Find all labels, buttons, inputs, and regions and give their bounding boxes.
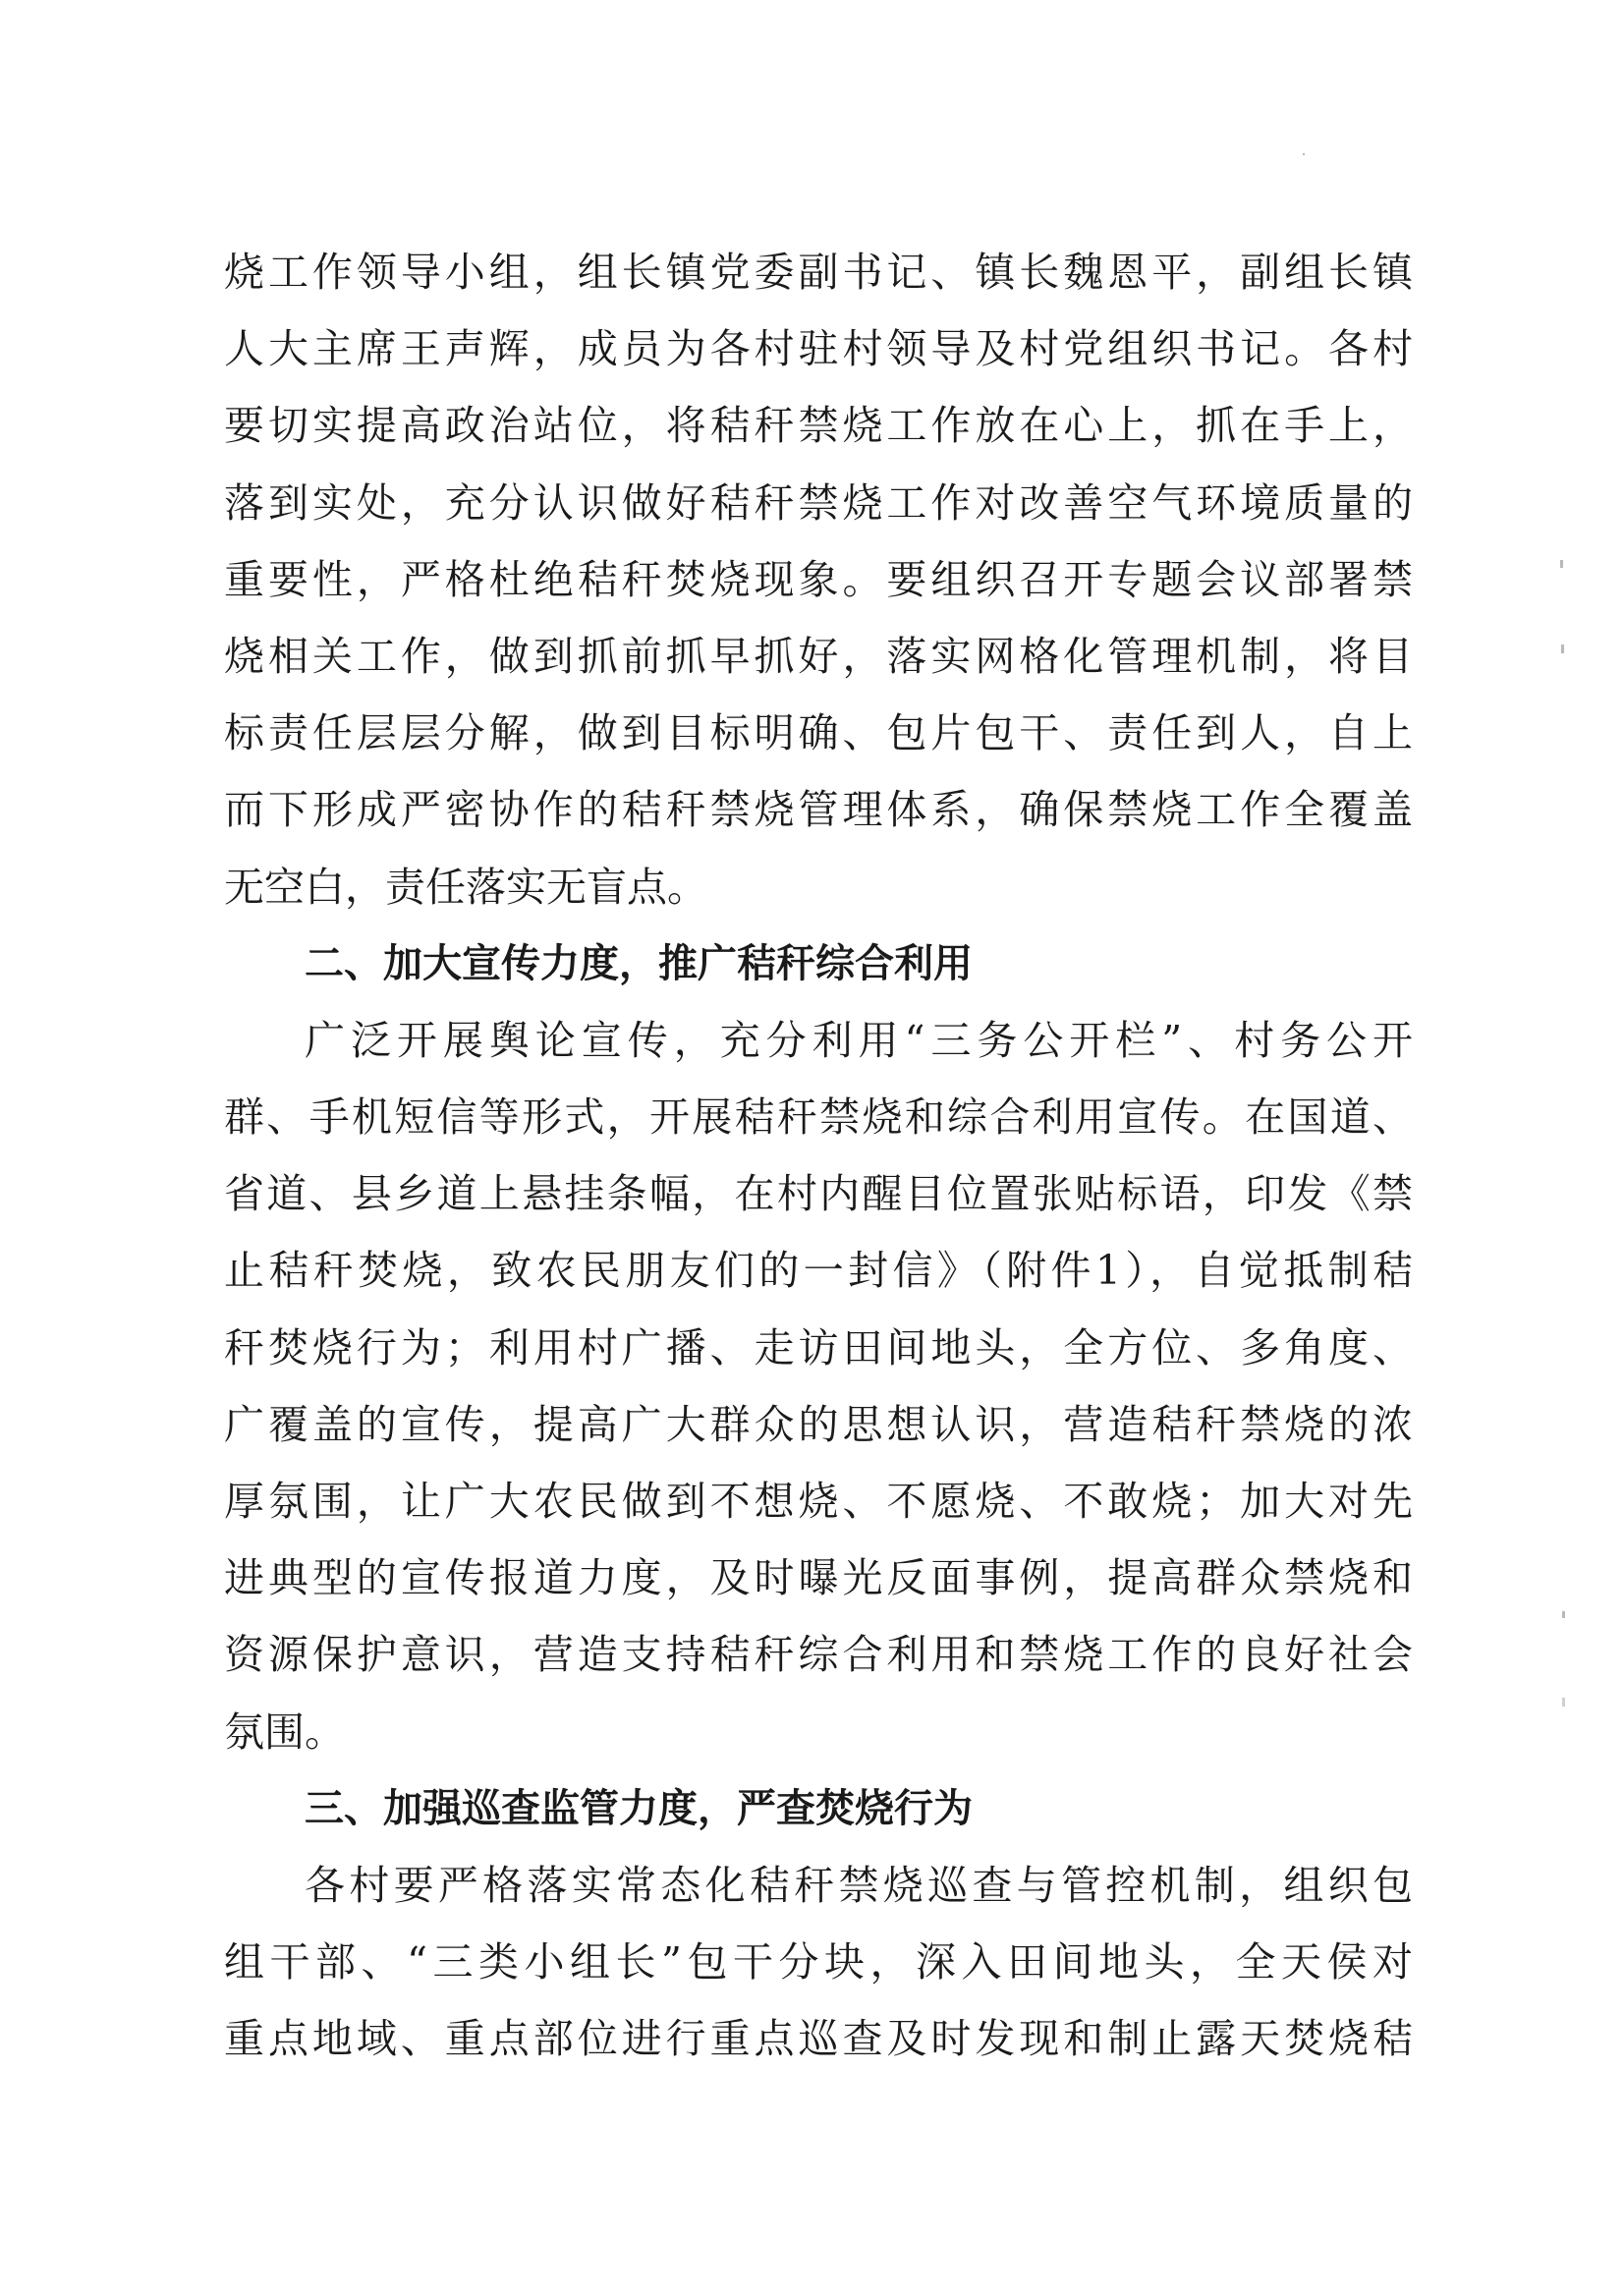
text-line: 人大主席王声辉，成员为各村驻村领导及村党组织书记。各村 (224, 325, 1413, 373)
text-line: 而下形成严密协作的秸秆禁烧管理体系，确保禁烧工作全覆盖 (224, 786, 1413, 834)
text-line: 烧相关工作，做到抓前抓早抓好，落实网格化管理机制，将目 (224, 632, 1413, 680)
text-line: 氛围。 (224, 1707, 345, 1756)
scan-speck (1560, 560, 1563, 568)
text-line: 省道、县乡道上悬挂条幅，在村内醒目位置张贴标语，印发《禁 (224, 1170, 1413, 1218)
paragraph-1 (224, 234, 1413, 925)
text-line: 烧工作领导小组，组长镇党委副书记、镇长魏恩平，副组长镇 (224, 249, 1413, 296)
text-line: 广覆盖的宣传，提高广大群众的思想认识，营造秸秆禁烧的浓 (224, 1400, 1413, 1448)
text-line: 要切实提高政治站位，将秸秆禁烧工作放在心上，抓在手上， (224, 402, 1413, 450)
text-line: 广泛开展舆论宣传，充分利用“三务公开栏”、村务公开 (305, 1016, 1413, 1064)
text-line: 无空白，责任落实无盲点。 (224, 863, 707, 911)
paragraph-2 (224, 1002, 1413, 1770)
text-line: 秆焚烧行为；利用村广播、走访田间地头，全方位、多角度、 (224, 1323, 1413, 1371)
scan-speck (1561, 644, 1564, 653)
scan-speck (1303, 153, 1305, 155)
scan-speck (1562, 1611, 1565, 1618)
document-body (224, 234, 1413, 2078)
text-line: 止秸秆焚烧，致农民朋友们的一封信》（附件1），自觉抵制秸 (224, 1247, 1413, 1295)
text-line: 落到实处，充分认识做好秸秆禁烧工作对改善空气环境质量的 (224, 478, 1413, 527)
text-line: 群、手机短信等形式，开展秸秆禁烧和综合利用宣传。在国道、 (224, 1093, 1413, 1142)
section-heading-3: 三、加强巡查监管力度，严查焚烧行为 (305, 1785, 973, 1831)
text-line: 重点地域、重点部位进行重点巡查及时发现和制止露天焚烧秸 (224, 2015, 1413, 2063)
text-line: 各村要严格落实常态化秸秆禁烧巡查与管控机制，组织包 (305, 1861, 1413, 1909)
text-line: 组干部、“三类小组长”包干分块，深入田间地头，全天侯对 (224, 1938, 1413, 1987)
text-line: 进典型的宣传报道力度，及时曝光反面事例，提高群众禁烧和 (224, 1554, 1413, 1602)
scan-speck (1562, 1698, 1565, 1707)
text-line: 重要性，严格杜绝秸秆焚烧现象。要组织召开专题会议部署禁 (224, 555, 1413, 603)
text-line: 资源保护意识，营造支持秸秆综合利用和禁烧工作的良好社会 (224, 1631, 1413, 1679)
text-line: 标责任层层分解，做到目标明确、包片包干、责任到人，自上 (224, 709, 1413, 757)
paragraph-3 (224, 1847, 1413, 2078)
section-heading-2: 二、加大宣传力度，推广秸秆综合利用 (305, 940, 973, 986)
text-line: 厚氛围，让广大农民做到不想烧、不愿烧、不敢烧；加大对先 (224, 1478, 1413, 1525)
